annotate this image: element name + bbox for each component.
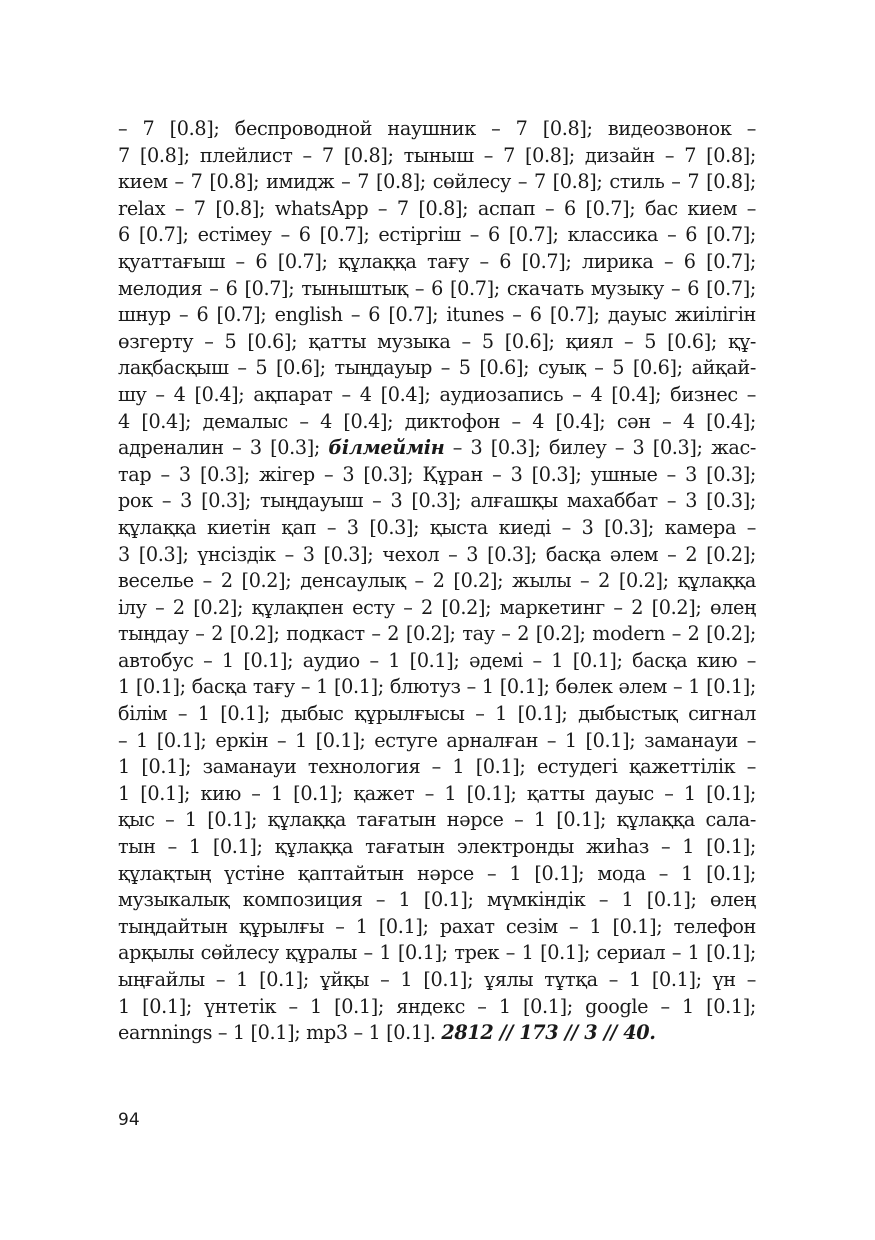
text-run: қуаттағыш – 6 [0.7]; құлаққа тағу – 6 [0.7]; лирика – 6 [0.7];	[118, 249, 756, 273]
text-line	[118, 462, 756, 489]
text-run: қыс – 1 [0.1]; құлаққа тағатын нәрсе – 1 [0.1]; құлаққа сала-	[118, 808, 756, 832]
text-run: шу – 4 [0.4]; ақпарат – 4 [0.4]; аудиозапись – 4 [0.4]; бизнес –	[118, 382, 756, 406]
text-line	[118, 834, 756, 861]
text-line	[118, 621, 756, 648]
text-run: 6 [0.7]; естімеу – 6 [0.7]; естіргіш – 6 [0.7]; классика – 6 [0.7];	[118, 223, 756, 247]
text-line	[118, 116, 756, 143]
text-run: кием – 7 [0.8]; имидж – 7 [0.8]; сөйлесу – 7 [0.8]; стиль – 7 [0.8];	[118, 170, 756, 194]
text-line	[118, 967, 756, 994]
text-run: 3 [0.3]; үнсіздік – 3 [0.3]; чехол – 3 [0.3]; басқа әлем – 2 [0.2];	[118, 542, 756, 566]
text-line	[118, 887, 756, 914]
text-run: музыкалық композиция – 1 [0.1]; мүмкіндік – 1 [0.1]; өлең	[118, 888, 756, 912]
text-line	[118, 488, 756, 515]
text-run: өзгерту – 5 [0.6]; қатты музыка – 5 [0.6]; қиял – 5 [0.6]; құ-	[118, 329, 756, 353]
text-line	[118, 382, 756, 409]
text-run: тын – 1 [0.1]; құлаққа тағатын электронды жиһаз – 1 [0.1];	[118, 835, 756, 859]
text-line	[118, 807, 756, 834]
text-line	[118, 355, 756, 382]
emphasized-text: білмеймін	[328, 436, 445, 460]
text-line	[118, 568, 756, 595]
text-line	[118, 542, 756, 569]
text-line	[118, 940, 756, 967]
text-run: earnnings – 1 [0.1]; mp3 – 1 [0.1].	[118, 1021, 442, 1045]
text-run: шнур – 6 [0.7]; english – 6 [0.7]; itunes – 6 [0.7]; дауыс жиілігін	[118, 303, 756, 327]
text-run: білім – 1 [0.1]; дыбыс құрылғысы – 1 [0.1]; дыбыстық сигнал	[118, 702, 756, 726]
text-run: 7 [0.8]; плейлист – 7 [0.8]; тыныш – 7 [0.8]; дизайн – 7 [0.8];	[118, 143, 756, 167]
text-line	[118, 329, 756, 356]
text-line	[118, 409, 756, 436]
text-run: 1 [0.1]; үнтетік – 1 [0.1]; яндекс – 1 [0.1]; google – 1 [0.1];	[118, 994, 756, 1018]
text-run: құлақтың үстіне қаптайтын нәрсе – 1 [0.1]; мода – 1 [0.1];	[118, 861, 756, 885]
text-line	[118, 648, 756, 675]
text-run: 4 [0.4]; демалыс – 4 [0.4]; диктофон – 4 [0.4]; сән – 4 [0.4];	[118, 409, 756, 433]
text-run: – 1 [0.1]; еркін – 1 [0.1]; естуге арналған – 1 [0.1]; заманауи –	[118, 728, 756, 752]
text-line	[118, 169, 756, 196]
text-line	[118, 701, 756, 728]
text-run: тыңдау – 2 [0.2]; подкаст – 2 [0.2]; тау – 2 [0.2]; modern – 2 [0.2];	[118, 622, 756, 646]
text-run: 1 [0.1]; кию – 1 [0.1]; қажет – 1 [0.1]; қатты дауыс – 1 [0.1];	[118, 781, 756, 805]
text-line	[118, 302, 756, 329]
text-line	[118, 994, 756, 1021]
text-run: құлаққа киетін қап – 3 [0.3]; қыста киеді – 3 [0.3]; камера –	[118, 515, 756, 539]
text-run: мелодия – 6 [0.7]; тыныштық – 6 [0.7]; скачать музыку – 6 [0.7];	[118, 276, 756, 300]
text-line	[118, 861, 756, 888]
text-run: тар – 3 [0.3]; жігер – 3 [0.3]; Құран – 3 [0.3]; ушные – 3 [0.3];	[118, 462, 756, 486]
text-run: адреналин – 3 [0.3];	[118, 436, 329, 460]
text-line	[118, 1020, 756, 1047]
text-line	[118, 196, 756, 223]
text-line	[118, 728, 756, 755]
text-run: рок – 3 [0.3]; тыңдауыш – 3 [0.3]; алғашқы махаббат – 3 [0.3];	[118, 489, 756, 513]
text-run: веселье – 2 [0.2]; денсаулық – 2 [0.2]; жылы – 2 [0.2]; құлаққа	[118, 569, 756, 593]
text-run: ыңғайлы – 1 [0.1]; ұйқы – 1 [0.1]; ұялы тұтқа – 1 [0.1]; үн –	[118, 968, 756, 991]
text-run: – 7 [0.8]; беспроводной наушник – 7 [0.8]; видеозвонок –	[118, 117, 756, 140]
text-run: relax – 7 [0.8]; whatsApp – 7 [0.8]; аспап – 6 [0.7]; бас кием –	[118, 196, 756, 220]
text-run: 1 [0.1]; заманауи технология – 1 [0.1]; естудегі қажеттілік –	[118, 755, 756, 779]
text-run: тыңдайтын құрылғы – 1 [0.1]; рахат сезім – 1 [0.1]; телефон	[118, 914, 756, 938]
text-line	[118, 435, 756, 462]
text-line	[118, 781, 756, 808]
text-line	[118, 276, 756, 303]
text-line	[118, 674, 756, 701]
text-run: арқылы сөйлесу құралы – 1 [0.1]; трек – 1 [0.1]; сериал – 1 [0.1];	[118, 941, 756, 965]
text-run: – 3 [0.3]; билеу – 3 [0.3]; жас-	[444, 436, 756, 460]
text-run: 1 [0.1]; басқа тағу – 1 [0.1]; блютуз – 1 [0.1]; бөлек әлем – 1 [0.1];	[118, 675, 756, 699]
text-line	[118, 595, 756, 622]
text-line	[118, 754, 756, 781]
text-line	[118, 249, 756, 276]
text-line	[118, 222, 756, 249]
text-run: лақбасқыш – 5 [0.6]; тыңдауыр – 5 [0.6]; суық – 5 [0.6]; айқай-	[118, 356, 756, 380]
page-number: 94	[118, 1110, 140, 1130]
text-line	[118, 143, 756, 170]
emphasized-text: 2812 // 173 // 3 // 40.	[441, 1021, 656, 1045]
text-run: автобус – 1 [0.1]; аудио – 1 [0.1]; әдемі – 1 [0.1]; басқа кию –	[118, 648, 756, 672]
body-text	[118, 116, 756, 1047]
text-line	[118, 515, 756, 542]
text-run: ілу – 2 [0.2]; құлақпен есту – 2 [0.2]; маркетинг – 2 [0.2]; өлең	[118, 595, 756, 619]
text-line	[118, 914, 756, 941]
